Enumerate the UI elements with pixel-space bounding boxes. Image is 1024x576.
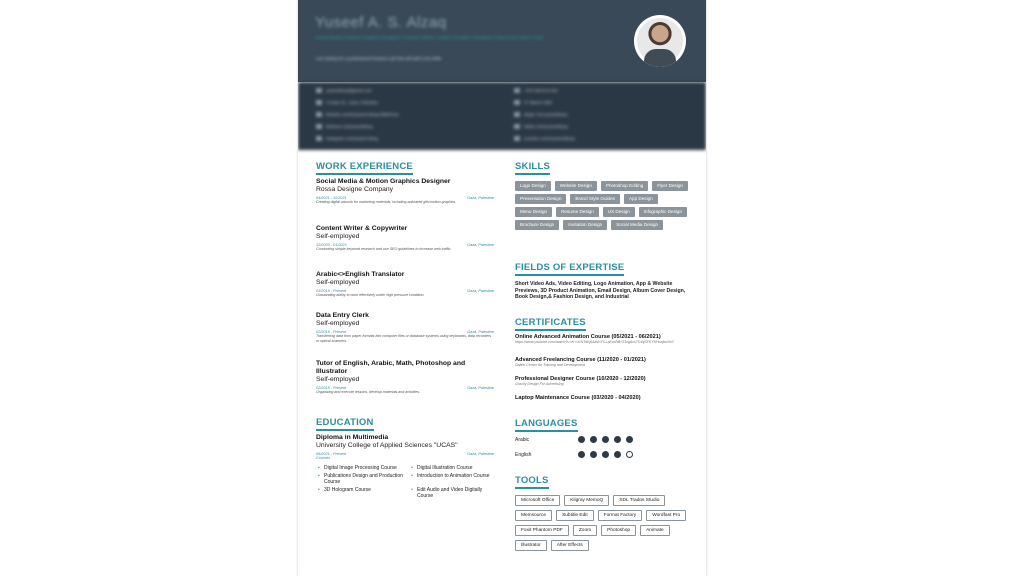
contact-bar xyxy=(298,82,706,150)
level-dot xyxy=(602,436,609,443)
job-company: Self-employed xyxy=(316,376,360,383)
contact-item: behance.net/yuseefalzaq xyxy=(316,124,373,129)
job-location: Gaza, Palestine xyxy=(467,386,494,390)
behance-icon xyxy=(316,124,322,129)
job-location: Gaza, Palestine xyxy=(467,330,494,334)
skill-tag: Logo Design xyxy=(515,181,551,191)
youtube-icon xyxy=(514,136,520,141)
candidate-name: Yuseef A. S. Alzaq xyxy=(315,14,447,31)
contact-item: skype: live:yuseefalzaq xyxy=(514,112,567,117)
courses-list xyxy=(318,465,498,499)
job-entry xyxy=(316,225,494,252)
level-dot xyxy=(626,436,633,443)
work-experience-heading: WORK EXPERIENCE xyxy=(316,161,413,175)
certificate-title: Advanced Freelancing Course (11/2020 - 01/2021) xyxy=(515,357,646,363)
certificate-entry xyxy=(515,376,695,387)
job-dates: 03/2019 - Present xyxy=(316,289,347,293)
tools-list xyxy=(515,495,690,551)
level-dot xyxy=(590,451,597,458)
tools-heading: TOOLS xyxy=(515,475,549,489)
skill-tag: Resume Design xyxy=(556,207,599,217)
language-row xyxy=(515,451,645,458)
contact-item: twitter.com/yuseefalzaq xyxy=(514,124,568,129)
instagram-icon xyxy=(316,136,322,141)
twitter-icon xyxy=(514,124,520,129)
job-title: Data Entry Clerk xyxy=(316,312,369,319)
job-description: Transferring data from paper formats into computer files or database systems using keyboards, data recorders or optical scanners. xyxy=(316,334,492,343)
degree-title: Diploma in Multimedia xyxy=(316,434,389,441)
job-company: Self-employed xyxy=(316,279,360,286)
skills-list xyxy=(515,181,695,230)
education-heading: EDUCATION xyxy=(316,417,374,431)
job-entry xyxy=(316,178,494,205)
language-name: English xyxy=(515,451,532,458)
job-title: Social Media & Motion Graphics Designer xyxy=(316,178,451,185)
contact-item: instagram.com/yuseef.alzaq xyxy=(316,136,378,141)
certificate-subtitle: https://www.youtube.com/watch?v=ef cXrNTaKj6&list=PLLaKoiZdEG3zgAm2TnbjSFKYKHoxjbuNc0 xyxy=(515,340,674,344)
contact-item: youtube.com/c/yuseefalzaq xyxy=(514,136,575,141)
tool-tag: Microsoft Office xyxy=(515,495,560,506)
language-level xyxy=(578,451,633,458)
level-dot xyxy=(578,436,585,443)
education-dates: 06/2021 - Present xyxy=(316,452,347,456)
location-icon xyxy=(316,100,322,105)
tool-tag: Format Factory xyxy=(598,510,643,521)
job-title: Arabic<>English Translator xyxy=(316,271,405,278)
course-item: • Publications Design and Production Course xyxy=(318,473,405,485)
tool-tag: Kilgray MemoQ xyxy=(564,495,609,506)
profile-photo xyxy=(634,15,686,67)
job-description: Creating digital artwork for marketing materials, including animated gifs/motion graphics. xyxy=(316,200,457,204)
job-description: Conducting simple keyword research and use SEO guidelines to increase web traffic. xyxy=(316,247,452,251)
tool-tag: Photoshop xyxy=(601,525,636,536)
level-dot xyxy=(614,436,621,443)
skill-tag: Social Media Design xyxy=(611,220,663,230)
resume-header xyxy=(298,0,706,82)
job-title: Content Writer & Copywriter xyxy=(316,225,408,232)
skill-tag: Website Design xyxy=(555,181,597,191)
course-item: • Digital Illustration Course xyxy=(411,465,498,471)
course-item: • 3D Hologram Course xyxy=(318,487,405,499)
level-dot xyxy=(614,451,621,458)
job-dates: 04/2021 - 11/2021 xyxy=(316,196,347,200)
tool-tag: Wordfast Pro xyxy=(646,510,686,521)
job-location: Gaza, Palestine xyxy=(467,196,494,200)
tool-tag: After Effects xyxy=(551,540,589,551)
skill-tag: Menu Design xyxy=(515,207,552,217)
certificate-subtitle: Daleel Center for Training and Development xyxy=(515,363,586,367)
language-name: Arabic xyxy=(515,436,530,443)
education-entry xyxy=(316,434,494,460)
job-location: Gaza, Palestine xyxy=(467,243,494,247)
job-description: Organizing and execute lessons, develop materials and activities. xyxy=(316,390,421,394)
candidate-summary: I am looking for a professional freelance job that will add to the skills xyxy=(315,56,442,61)
calendar-icon xyxy=(514,100,520,105)
skill-tag: Presentation Design xyxy=(515,194,566,204)
tool-tag: Memsource xyxy=(515,510,552,521)
skills-heading: SKILLS xyxy=(515,161,550,175)
tool-tag: Illustrator xyxy=(515,540,547,551)
tool-tag: Subtitle Edit xyxy=(556,510,594,521)
education-location: Gaza, Palestine xyxy=(467,452,494,456)
level-dot xyxy=(626,451,633,458)
skill-tag: Photoshop Editing xyxy=(601,181,648,191)
job-entry xyxy=(316,312,494,343)
skill-tag: Invitation Design xyxy=(563,220,607,230)
courses-label: Courses xyxy=(316,456,331,460)
certificate-entry xyxy=(515,395,695,401)
course-item: • Digital Image Processing Course xyxy=(318,465,405,471)
candidate-tagline: Social Media & Motion Graphics Designer | Content Writer | Arabic<>English Translator | Data Entry Clerk | Tutor xyxy=(315,35,544,40)
tool-tag: Zoom xyxy=(573,525,597,536)
course-item: • Introduction to Animation Course xyxy=(411,473,498,485)
skill-tag: App Design xyxy=(624,194,658,204)
contact-item: linkedin.com/in/yuseef-alzaq-0b5b7b1a xyxy=(316,112,399,117)
level-dot xyxy=(590,436,597,443)
job-entry xyxy=(316,360,494,395)
job-dates: 02/2015 - Present xyxy=(316,386,347,390)
job-dates: 02/2016 - Present xyxy=(316,330,347,334)
certificate-entry xyxy=(515,357,695,368)
certificate-subtitle: Gravity Design For Advertising xyxy=(515,382,564,386)
linkedin-icon xyxy=(316,112,322,117)
language-level xyxy=(578,436,633,443)
phone-icon xyxy=(514,88,520,93)
email-icon xyxy=(316,88,322,93)
job-description: Outstanding ability to work effectively under high pressure condition. xyxy=(316,293,425,297)
skill-tag: UX Design xyxy=(603,207,635,217)
contact-item: +970 599 813 843 xyxy=(514,88,558,93)
certificates-heading: CERTIFICATES xyxy=(515,317,586,331)
skill-tag: Brand Style Guides xyxy=(570,194,620,204)
contact-item: Al-Nasr St., Gaza, Palestine xyxy=(316,100,378,105)
tool-tag: SDL Trados Studio xyxy=(613,495,665,506)
skype-icon xyxy=(514,112,520,117)
certificate-title: Laptop Maintenance Course (03/2020 - 04/2020) xyxy=(515,395,641,401)
certificate-title: Professional Designer Course (10/2020 - 12/2020) xyxy=(515,376,646,382)
job-title: Tutor of English, Arabic, Math, Photoshop and Illustrator xyxy=(316,360,466,375)
languages-heading: LANGUAGES xyxy=(515,418,578,432)
job-location: Gaza, Palestine xyxy=(467,289,494,293)
contact-item: yuseefalzaq@gmail.com xyxy=(316,88,372,93)
fields-of-expertise-heading: FIELDS OF EXPERTISE xyxy=(515,262,624,276)
language-row xyxy=(515,436,645,443)
certificate-title: Online Advanced Animation Course (05/2021 - 06/2021) xyxy=(515,334,661,340)
job-dates: 12/2020 - 01/2021 xyxy=(316,243,347,247)
job-company: Self-employed xyxy=(316,320,360,327)
school-name: University College of Applied Sciences "UCAS" xyxy=(316,442,458,449)
job-company: Self-employed xyxy=(316,233,360,240)
job-entry xyxy=(316,271,494,298)
level-dot xyxy=(578,451,585,458)
skill-tag: Brochure Design xyxy=(515,220,559,230)
tool-tag: Foxit Phantom PDF xyxy=(515,525,569,536)
skill-tag: Flyer Design xyxy=(652,181,688,191)
skill-tag: Infographic Design xyxy=(639,207,687,217)
job-company: Rossa Designe Company xyxy=(316,186,394,193)
tool-tag: Animate xyxy=(640,525,670,536)
level-dot xyxy=(602,451,609,458)
contact-item: 07 March 1993 xyxy=(514,100,552,105)
certificate-entry xyxy=(515,334,695,345)
resume-page xyxy=(298,0,706,576)
fields-of-expertise-text: Short Video Ads, Video Editing, Logo Animation, App & Website Previews, 3D Product Animation, Email Design, Album Cover Design, Book Design,& Fashion Design, and Industrial xyxy=(515,281,686,300)
course-item: • Edit Audio and Video Digitally Course xyxy=(411,487,498,499)
